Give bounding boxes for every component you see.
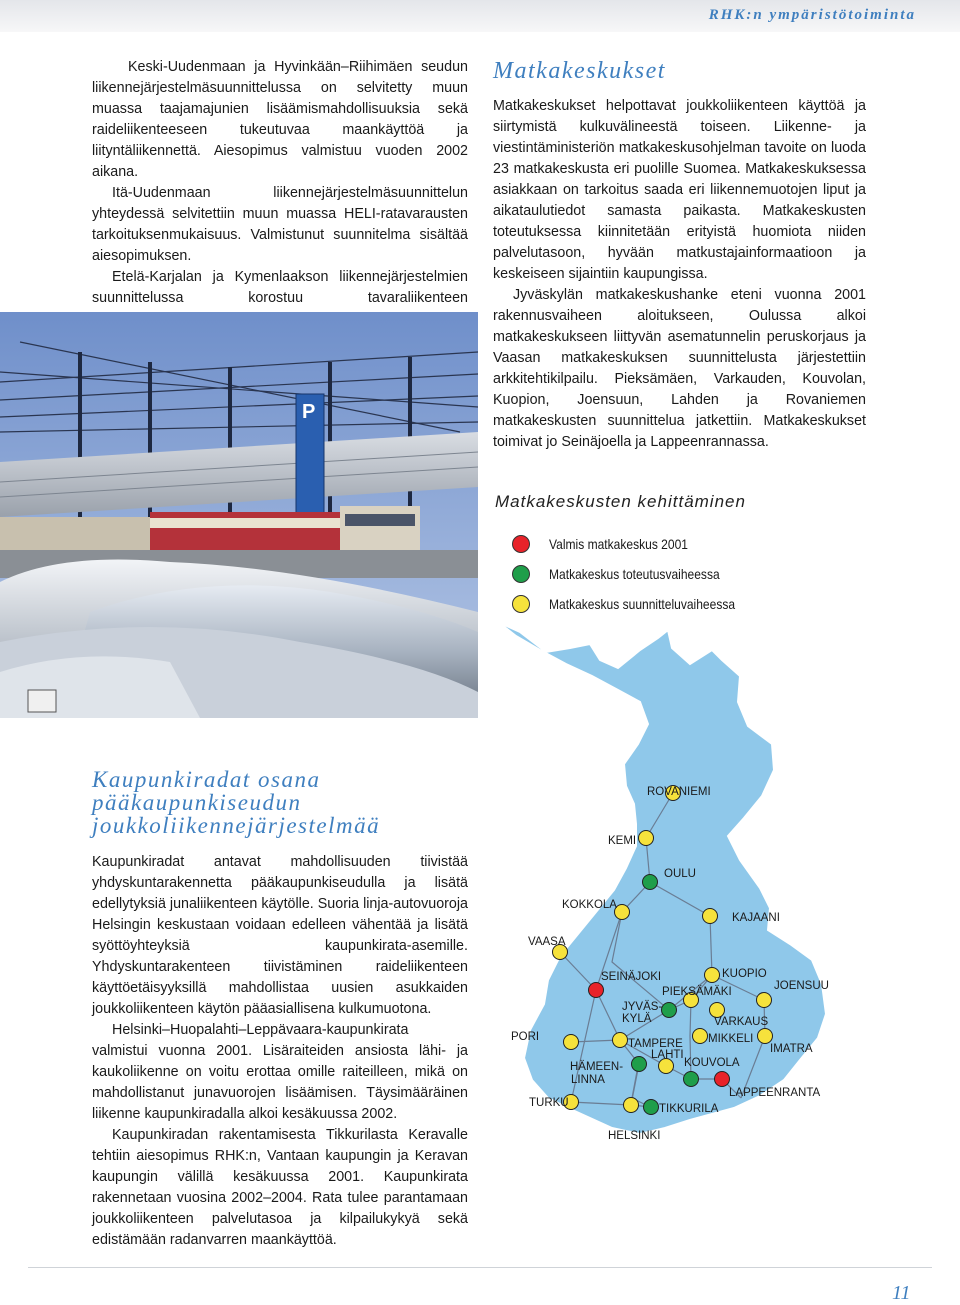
left-column-top-text — [92, 57, 468, 330]
city-label: PIEKSÄMÄKI — [662, 986, 732, 998]
paragraph: Helsinki–Huopalahti–Leppävaara-kaupunkirata valmistui vuonna 2001. Lisäraiteiden ansiosta lähi- ja kaukoliikenne on voitu erottaa omille raiteilleen, mikä on mahdollistanut junavuorojen lisäämisen. Täysimääräinen liikenne kaupunkiradalla alkoi kesäkuussa 2002. — [92, 1022, 468, 1122]
page-number: 11 — [892, 1282, 911, 1304]
city-label: VARKAUS — [714, 1016, 769, 1028]
city-label: KUOPIO — [722, 968, 767, 980]
red-dot-icon — [512, 535, 530, 553]
city-label: OULU — [664, 868, 696, 880]
legend-item — [512, 533, 711, 555]
paragraph: Itä-Uudenmaan liikennejärjestelmäsuunnittelun yhteydessä selvitettiin muun muassa HELI-ratavarausten tarkoituksenmukaisuus. Valmistunut suunnitelma sisältää aiesopimuksen. — [92, 185, 468, 264]
matkakeskukset-text — [493, 96, 866, 453]
city-label: HÄMEEN- — [570, 1061, 624, 1073]
city-label: PORI — [511, 1031, 540, 1043]
section-heading-matkakeskukset: Matkakeskukset — [493, 58, 666, 84]
city-label: JYVÄS- — [622, 1001, 663, 1013]
paragraph: Matkakeskukset helpottavat joukkoliikenteen käyttöä ja siirtymistä kulkuvälineestä toiseen. Liikenne- ja viestintäministeriön matkakeskusohjelman tavoite on luoda 23 matkakeskusta eri puolille Suomea. Matkakeskuksessa asiakkaan on tarkoitus saada eri liikennemuotojen liput ja aikataulutiedot samasta paikasta. Matkakeskusten toteutuksessa kiinnitetään erityistä huomiota niiden palvelutasoon, hyvään matkustajainformaatioon ja keskeiseen sijaintiin kaupungissa. — [493, 98, 866, 282]
city-label: JOENSUU — [774, 980, 829, 992]
city-label: KEMI — [608, 835, 637, 847]
finland-rail-map — [494, 618, 874, 1150]
station-jyvaskyla — [662, 1003, 677, 1018]
city-label: HELSINKI — [608, 1130, 661, 1142]
city-label: KYLÄ — [622, 1013, 652, 1025]
green-dot-icon — [512, 565, 530, 583]
station-kajaani — [703, 909, 718, 924]
station-kuopio — [705, 968, 720, 983]
station-tampere — [613, 1033, 628, 1048]
city-label: KOUVOLA — [684, 1057, 740, 1069]
city-label: LAPPEENRANTA — [729, 1087, 821, 1099]
legend-item — [512, 563, 747, 585]
section-heading-kaupunkiradat: Kaupunkiradat osana pääkaupunkiseudun joukkoliikennejärjestelmää — [92, 767, 381, 838]
station-hameenlinna — [632, 1057, 647, 1072]
station-kouvola — [684, 1072, 699, 1087]
station-kemi — [639, 831, 654, 846]
legend-label: Matkakeskus toteutusvaiheessa — [549, 566, 720, 582]
city-label: LAHTI — [651, 1049, 684, 1061]
station-parking-photo — [0, 312, 478, 718]
city-label: ROVANIEMI — [647, 786, 711, 798]
running-head: RHK:n ympäristötoiminta — [708, 7, 916, 23]
city-label: VAASA — [528, 936, 566, 948]
city-label: SEINÄJOKI — [601, 971, 662, 983]
paragraph: Jyväskylän matkakeskushanke eteni vuonna 2001 rakennusvaiheen aloitukseen, Oulussa alkoi matkakeskukseen liittyvän asematunnelin peruskorjaus ja Vaasan matkakeskuksen suunnittelusta järjestettiin arkkitehtikilpailu. Pieksämäen, Varkauden, Kouvolan, Kuopion, Joensuun, Lahden ja Rovaniemen matkakeskusten suunnittelua jatkettiin. Matkakeskukset toimivat jo Seinäjoella ja Lappeenrannassa. — [493, 287, 866, 450]
paragraph: Kaupunkiradat antavat mahdollisuuden tiivistää yhdyskuntarakennetta pääkaupunkiseudulla ja lisätä edellytyksiä junaliikenteen käytölle. Suoria linja-autovuoroja Helsingin keskustaan voidaan edelleen vähentää ja lisätä syöttöyhteyksiä kaupunkirata-asemille. Yhdyskuntarakenteen tiivistäminen raideliikenteen käyttöetäisyyksillä mahdollistaa uusien asukkaiden joukkoliikenteen käytön pääasiallisena kulkumuotona. — [92, 854, 468, 1017]
city-label: TIKKURILA — [659, 1103, 719, 1115]
legend-item — [512, 593, 765, 615]
city-label: LINNA — [571, 1074, 605, 1086]
yellow-dot-icon — [512, 595, 530, 613]
station-imatra — [758, 1029, 773, 1044]
city-label: TAMPERE — [628, 1038, 683, 1050]
station-tikkurila — [644, 1100, 659, 1115]
city-label: MIKKELI — [708, 1033, 754, 1045]
station-mikkeli — [693, 1029, 708, 1044]
footer-divider — [28, 1267, 932, 1268]
map-title: Matkakeskusten kehittäminen — [495, 492, 746, 511]
svg-text:P: P — [302, 401, 316, 423]
station-joensuu — [757, 993, 772, 1008]
paragraph: Etelä-Karjalan ja Kymenlaakson liikennejärjestelmien suunnittelussa korostuu tavaraliikenteen — [92, 269, 468, 306]
station-helsinki — [624, 1098, 639, 1113]
legend-label: Matkakeskus suunnitteluvaiheessa — [549, 596, 736, 612]
city-label: KAJAANI — [732, 912, 780, 924]
station-seinajoki — [589, 983, 604, 998]
kaupunkiradat-text — [92, 852, 468, 1251]
city-label: KOKKOLA — [562, 899, 617, 911]
city-label: TURKU — [529, 1097, 569, 1109]
station-lappeenranta — [715, 1072, 730, 1087]
paragraph: Keski-Uudenmaan ja Hyvinkään–Riihimäen seudun liikennejärjestelmäsuunnittelussa on selvitetty muun muassa taajamajunien lisäämismahdollisuuksia sekä raideliikenteeseen tukeutuvaa maankäyttöä ja liityntäliikennettä. Aiesopimus valmistuu vuoden 2002 aikana. — [92, 59, 468, 180]
station-pori — [564, 1035, 579, 1050]
city-label: IMATRA — [770, 1043, 813, 1055]
station-oulu — [643, 875, 658, 890]
paragraph: Kaupunkiradan rakentamisesta Tikkurilasta Keravalle tehtiin aiesopimus RHK:n, Vantaan kaupungin ja Keravan kaupungin välillä kesäkuussa 2001. Kaupunkirata rakennetaan vuosina 2002–2004. Rata tulee parantamaan joukkoliikenteen palvelutasoa ja kilpailukykyä sekä edistämään radanvarren maankäyttöä. — [92, 1127, 468, 1248]
legend-label: Valmis matkakeskus 2001 — [549, 536, 688, 552]
